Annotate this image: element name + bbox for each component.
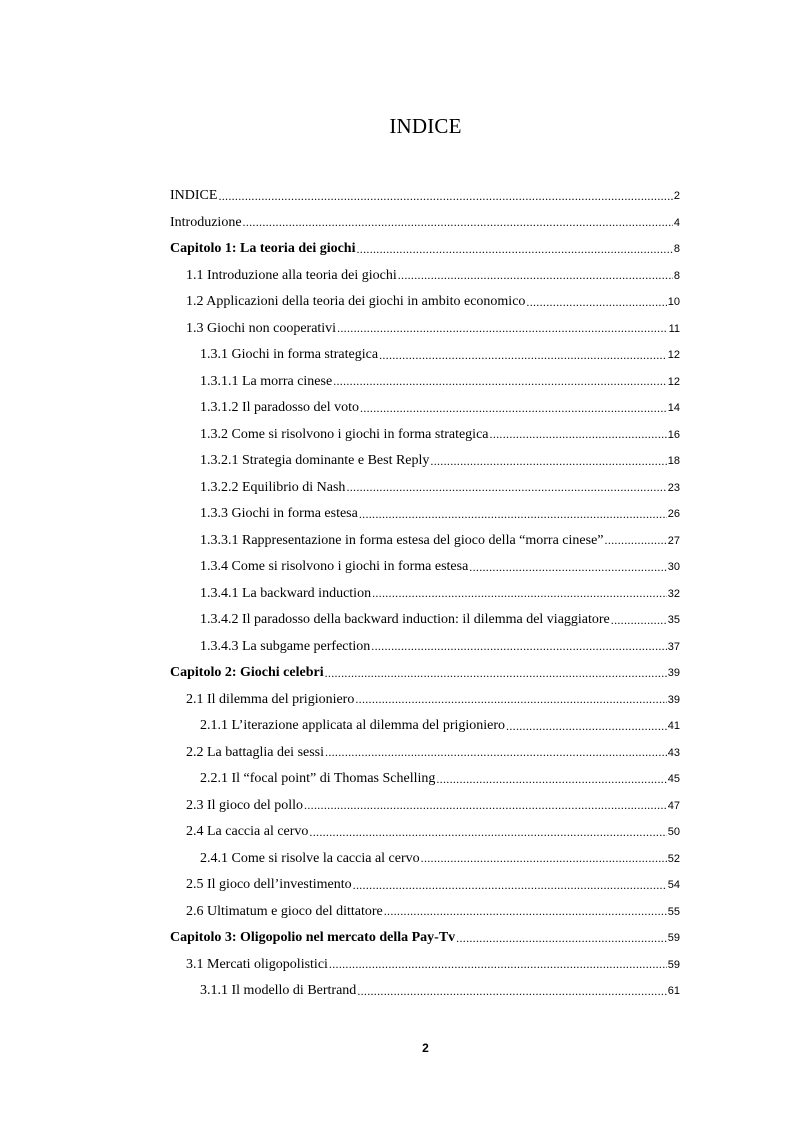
- toc-entry-title: 1.3.2.2 Equilibrio di Nash: [200, 479, 346, 495]
- toc-entry[interactable]: [170, 236, 680, 263]
- toc-entry-title: Capitolo 3: Oligopolio nel mercato della Pay-Tv: [170, 930, 456, 946]
- toc-dot-leader: [371, 639, 666, 654]
- toc-entry-title: INDICE: [170, 188, 218, 204]
- toc-entry-page: 39: [667, 667, 680, 680]
- toc-dot-leader: [526, 295, 666, 310]
- toc-entry-title: 3.1.1 Il modello di Bertrand: [200, 983, 357, 999]
- toc-dot-leader: [325, 745, 667, 760]
- toc-entry-page: 52: [667, 852, 680, 865]
- toc-entry-page: 54: [667, 879, 680, 892]
- toc-dot-leader: [436, 772, 666, 787]
- toc-entry[interactable]: [170, 607, 680, 634]
- toc-entry[interactable]: [170, 740, 680, 767]
- toc-entry[interactable]: [170, 660, 680, 687]
- toc-entry-title: Capitolo 2: Giochi celebri: [170, 665, 324, 681]
- toc-entry-page: 50: [667, 826, 680, 839]
- toc-entry[interactable]: [170, 501, 680, 528]
- toc-dot-leader: [346, 480, 666, 495]
- toc-entry-page: 41: [667, 720, 680, 733]
- toc-dot-leader: [372, 586, 667, 601]
- toc-dot-leader: [359, 507, 667, 522]
- toc-entry-page: 61: [667, 985, 680, 998]
- toc-entry-title: Capitolo 1: La teoria dei giochi: [170, 241, 356, 257]
- toc-dot-leader: [605, 533, 667, 548]
- toc-dot-leader: [430, 454, 666, 469]
- toc-entry[interactable]: [170, 316, 680, 343]
- toc-dot-leader: [357, 242, 673, 257]
- toc-entry-page: 12: [667, 375, 680, 388]
- toc-entry-page: 37: [667, 640, 680, 653]
- toc-entry-title: 2.4.1 Come si risolve la caccia al cervo: [200, 850, 420, 866]
- toc-entry-page: 35: [667, 614, 680, 627]
- toc-entry-title: 3.1 Mercati oligopolistici: [186, 956, 328, 972]
- toc-entry-page: 10: [667, 296, 680, 309]
- toc-dot-leader: [353, 878, 667, 893]
- page-title: INDICE: [389, 114, 462, 138]
- toc-entry-title: 1.3.4.3 La subgame perfection: [200, 638, 371, 654]
- toc-entry[interactable]: [170, 872, 680, 899]
- toc-entry-title: 1.3.1 Giochi in forma strategica: [200, 347, 379, 363]
- toc-dot-leader: [304, 798, 667, 813]
- page-number: 2: [422, 1041, 429, 1055]
- toc-entry[interactable]: [170, 766, 680, 793]
- toc-entry[interactable]: [170, 819, 680, 846]
- toc-entry[interactable]: [170, 581, 680, 608]
- toc-entry-page: 30: [667, 561, 680, 574]
- toc-entry-page: 45: [667, 773, 680, 786]
- toc-dot-leader: [379, 348, 667, 363]
- toc-dot-leader: [357, 984, 666, 999]
- toc-entry-title: 1.3.4.2 Il paradosso della backward induction: il dilemma del viaggiatore: [200, 612, 610, 628]
- toc-entry-page: 59: [667, 958, 680, 971]
- toc-dot-leader: [506, 719, 667, 734]
- toc-dot-leader: [333, 374, 667, 389]
- toc-dot-leader: [469, 560, 666, 575]
- toc-entry-title: 1.3.2 Come si risolvono i giochi in forma strategica: [200, 426, 489, 442]
- toc-entry-title: 1.3 Giochi non cooperativi: [186, 320, 337, 336]
- toc-entry-page: 4: [673, 216, 680, 229]
- toc-entry-page: 11: [668, 322, 680, 335]
- toc-dot-leader: [456, 931, 667, 946]
- toc-entry[interactable]: [170, 554, 680, 581]
- toc-entry-title: 2.2.1 Il “focal point” di Thomas Schelling: [200, 771, 436, 787]
- toc-entry-title: 1.2 Applicazioni della teoria dei giochi in ambito economico: [186, 294, 526, 310]
- toc-entry[interactable]: [170, 263, 680, 290]
- toc-entry-page: 27: [667, 534, 680, 547]
- toc-entry-page: 39: [667, 693, 680, 706]
- toc-entry-title: 2.6 Ultimatum e gioco del dittatore: [186, 903, 383, 919]
- toc-entry-page: 32: [667, 587, 680, 600]
- toc-entry[interactable]: [170, 634, 680, 661]
- toc-dot-leader: [355, 692, 666, 707]
- toc-entry-page: 12: [667, 349, 680, 362]
- toc-entry-title: 1.3.4.1 La backward induction: [200, 585, 372, 601]
- toc-entry-title: 1.3.1.2 Il paradosso del voto: [200, 400, 360, 416]
- toc-entry-title: 2.4 La caccia al cervo: [186, 824, 309, 840]
- toc-dot-leader: [360, 401, 667, 416]
- toc-entry-page: 59: [667, 932, 680, 945]
- toc-dot-leader: [337, 321, 668, 336]
- toc-entry[interactable]: [170, 846, 680, 873]
- toc-entry-title: 1.3.1.1 La morra cinese: [200, 373, 333, 389]
- toc-entry[interactable]: [170, 793, 680, 820]
- toc-entry-title: 2.1.1 L’iterazione applicata al dilemma del prigioniero: [200, 718, 506, 734]
- toc-entry[interactable]: [170, 422, 680, 449]
- toc-entry-title: 2.2 La battaglia dei sessi: [186, 744, 325, 760]
- toc-entry[interactable]: [170, 289, 680, 316]
- toc-entry-title: 2.1 Il dilemma del prigioniero: [186, 691, 355, 707]
- toc-entry[interactable]: [170, 713, 680, 740]
- toc-entry-title: 1.3.3 Giochi in forma estesa: [200, 506, 358, 522]
- toc-entry-title: 2.5 Il gioco dell’investimento: [186, 877, 352, 893]
- toc-entry-page: 2: [673, 190, 680, 203]
- toc-entry[interactable]: [170, 183, 680, 210]
- toc-entry[interactable]: [170, 925, 680, 952]
- toc-entry[interactable]: [170, 952, 680, 979]
- toc-dot-leader: [218, 189, 672, 204]
- toc-entry-page: 47: [667, 799, 680, 812]
- toc-entry-page: 23: [667, 481, 680, 494]
- toc-entry[interactable]: [170, 210, 680, 237]
- toc-entry[interactable]: [170, 369, 680, 396]
- toc-dot-leader: [384, 904, 667, 919]
- toc-entry-page: 14: [667, 402, 680, 415]
- toc-entry-title: 1.1 Introduzione alla teoria dei giochi: [186, 267, 397, 283]
- toc-dot-leader: [421, 851, 667, 866]
- toc-dot-leader: [611, 613, 667, 628]
- toc-entry-title: 2.3 Il gioco del pollo: [186, 797, 304, 813]
- toc-entry[interactable]: [170, 342, 680, 369]
- toc-entry[interactable]: [170, 395, 680, 422]
- toc-entry[interactable]: [170, 899, 680, 926]
- toc-dot-leader: [309, 825, 666, 840]
- toc-dot-leader: [243, 215, 673, 230]
- toc-dot-leader: [490, 427, 667, 442]
- toc-entry-page: 26: [667, 508, 680, 521]
- toc-entry[interactable]: [170, 475, 680, 502]
- toc-entry[interactable]: [170, 528, 680, 555]
- toc-entry-page: 55: [667, 905, 680, 918]
- toc-dot-leader: [325, 666, 667, 681]
- toc-entry-page: 43: [667, 746, 680, 759]
- toc-dot-leader: [329, 957, 667, 972]
- toc-dot-leader: [398, 268, 673, 283]
- toc-entry-page: 18: [667, 455, 680, 468]
- toc-entry[interactable]: [170, 448, 680, 475]
- toc-entry-title: 1.3.2.1 Strategia dominante e Best Reply: [200, 453, 430, 469]
- table-of-contents: [170, 183, 680, 1005]
- toc-entry[interactable]: [170, 978, 680, 1005]
- toc-entry-title: 1.3.3.1 Rappresentazione in forma estesa del gioco della “morra cinese”: [200, 532, 604, 548]
- toc-entry-page: 8: [673, 269, 680, 282]
- toc-entry-title: 1.3.4 Come si risolvono i giochi in forma estesa: [200, 559, 469, 575]
- toc-entry-page: 8: [673, 243, 680, 256]
- toc-entry[interactable]: [170, 687, 680, 714]
- toc-entry-title: Introduzione: [170, 214, 242, 230]
- toc-entry-page: 16: [667, 428, 680, 441]
